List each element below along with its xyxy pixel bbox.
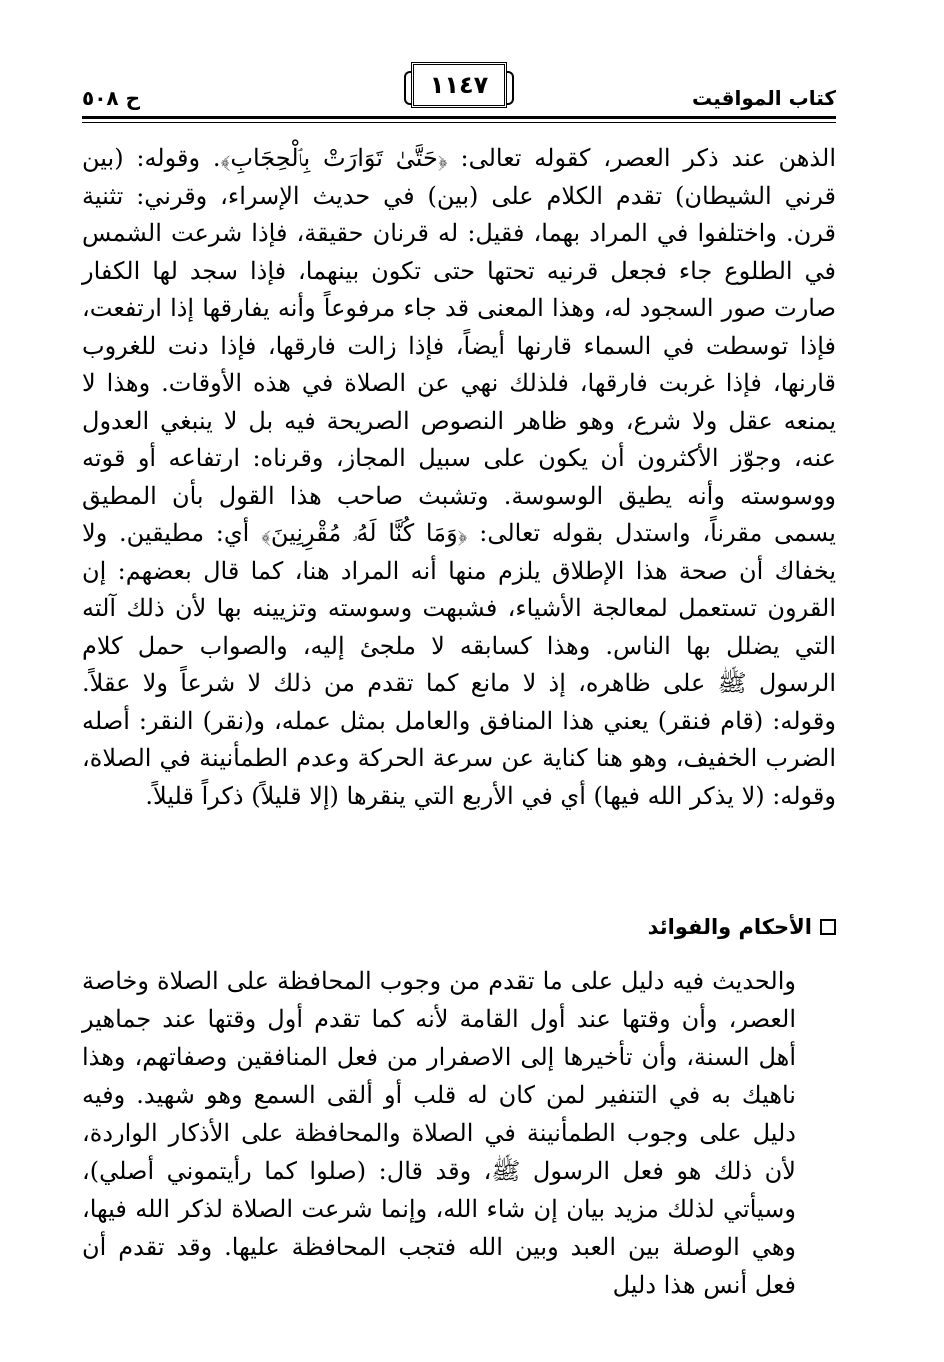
commentary-text	[82, 140, 836, 815]
hadith-reference: ح ٥٠٨	[82, 86, 141, 110]
rulings-text	[82, 962, 836, 1304]
book-title: كتاب المواقيت	[692, 86, 836, 110]
section-heading	[82, 915, 836, 939]
rulings-paragraph: والحديث فيه دليل على ما تقدم من وجوب المحافظة على الصلاة وخاصة العصر، وأن وقتها عند أول القامة لأنه كما تقدم أول وقتها عند جماهير أهل السنة، وأن تأخيرها إلى الاصفرار من فعل المنافقين وصفاتهم، وهذا ناهيك به في التنفير لمن كان له قلب أو ألقى السمع وهو شهيد. وفيه دليل على وجوب الطمأنينة في الصلاة والمحافظة على الأذكار الواردة، لأن ذلك هو فعل الرسول ﷺ، وقد قال: (صلوا كما رأيتموني أصلي)، وسيأتي لذلك مزيد بيان إن شاء الله، وإنما شرعت الصلاة لذكر الله فيها، وهي الوصلة بين العبد وبين الله فتجب المحافظة عليها. وقد تقدم أن فعل أنس هذا دليل	[82, 967, 796, 1299]
header-divider	[82, 116, 836, 119]
square-bullet-icon	[820, 919, 836, 935]
page-number: ١١٤٧	[429, 71, 489, 99]
section-heading-label: الأحكام والفوائد	[647, 915, 812, 939]
commentary-paragraph: الذهن عند ذكر العصر، كقوله تعالى: ﴿حَتَّىٰ تَوَارَتْ بِٱلْحِجَابِ﴾. وقوله: (بين قرني الشيطان) تقدم الكلام على (بين) في حديث الإسراء، وقرني: تثنية قرن. واختلفوا في المراد بهما، فقيل: له قرنان حقيقة، فإذا شرعت الشمس في الطلوع جاء فجعل قرنيه تحتها حتى تكون بينهما، فإذا سجد لها الكفار صارت صور السجود له، وهذا المعنى قد جاء مرفوعاً وأنه يفارقها إذا ارتفعت، فإذا توسطت في السماء قارنها أيضاً، فإذا زالت فارقها، فإذا دنت للغروب قارنها، فإذا غربت فارقها، فلذلك نهي عن الصلاة في هذه الأوقات. وهذا لا يمنعه عقل ولا شرع، وهو ظاهر النصوص الصريحة فيه بل لا ينبغي العدول عنه، وجوّز الأكثرون أن يكون على سبيل المجاز، وقرناه: ارتفاعه أو قوته ووسوسته وأنه يطيق الوسوسة. وتشبث صاحب هذا القول بأن المطيق يسمى مقرناً، واستدل بقوله تعالى: ﴿وَمَا كُنَّا لَهُۥ مُقْرِنِينَ﴾ أي: مطيقين. ولا يخفاك أن صحة هذا الإطلاق يلزم منها أنه المراد هنا، كما قال بعضهم: إن القرون تستعمل لمعالجة الأشياء، فشبهت وسوسته وتزيينه بها لأن ذلك آلته التي يضلل بها الناس. وهذا كسابقه لا ملجئ إليه، والصواب حمل كلام الرسول ﷺ على ظاهره، إذ لا مانع كما تقدم من ذلك لا شرعاً ولا عقلاً. وقوله: (قام فنقر) يعني هذا المنافق والعامل بمثل عمله، و(نقر) النقر: أصله الضرب الخفيف، وهو هنا كناية عن سرعة الحركة وعدم الطمأنينة في الصلاة، وقوله: (لا يذكر الله فيها) أي في الأربع التي ينقرها (إلا قليلاً) ذكراً قليلاً.	[82, 144, 837, 810]
page-header	[82, 62, 836, 120]
page-number-frame	[411, 62, 507, 108]
